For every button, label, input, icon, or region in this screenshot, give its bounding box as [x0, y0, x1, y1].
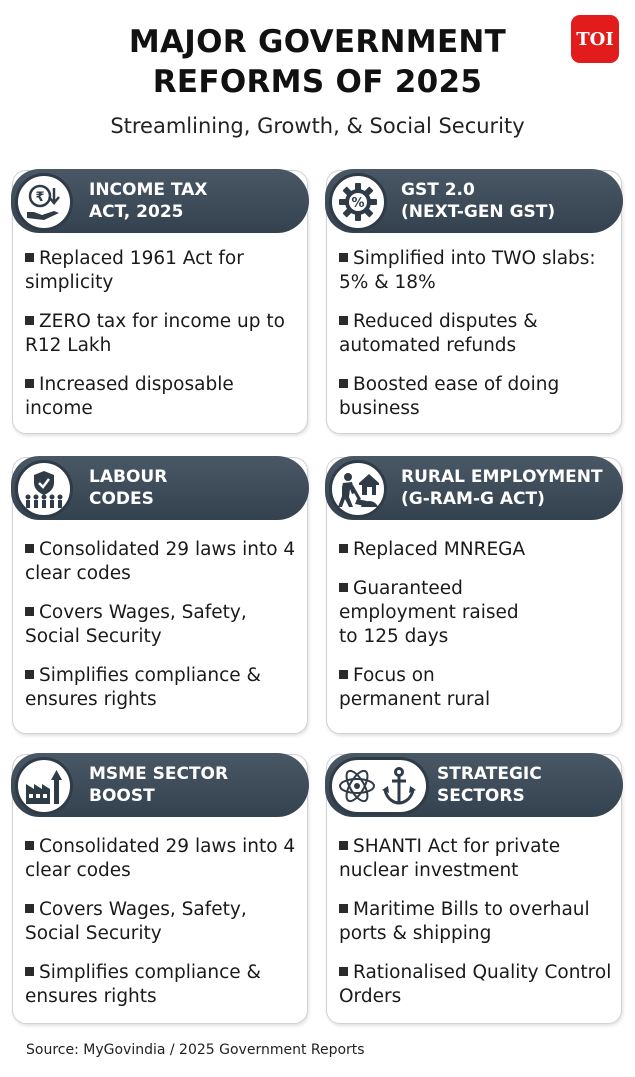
list-item [25, 538, 299, 586]
bullet-icon [25, 904, 34, 913]
list-item [339, 898, 613, 946]
bullet-icon [339, 841, 348, 850]
list-item [25, 373, 299, 421]
card-gst [326, 170, 622, 434]
card-header [11, 753, 309, 817]
page-title [0, 22, 635, 102]
shield-workers-icon [15, 460, 73, 518]
bullet-icon [339, 904, 348, 913]
card-title [401, 466, 603, 510]
page-subtitle: Streamlining, Growth, & Social Security [110, 114, 525, 138]
bullet-icon [25, 544, 34, 553]
list-item [25, 835, 299, 883]
bullet-icon [339, 670, 348, 679]
bullet-icon [339, 544, 348, 553]
card-strategic-sectors [326, 754, 622, 1024]
page-title-line1: MAJOR GOVERNMENT [128, 24, 507, 60]
list-item [25, 664, 299, 712]
atom-anchor-icon [329, 757, 429, 815]
bullet-icon [25, 607, 34, 616]
bullet-icon [339, 583, 348, 592]
rupee-hand-icon [15, 173, 73, 231]
card-labour-codes [12, 457, 308, 734]
list-item [339, 664, 529, 712]
list-item [339, 310, 613, 358]
card-title-line1: INCOME TAX [89, 180, 208, 200]
card-title [89, 466, 167, 510]
card-body [339, 835, 613, 1024]
card-title-line2: (NEXT-GEN GST) [401, 202, 556, 222]
card-header [11, 169, 309, 233]
card-header [325, 456, 623, 520]
card-title-line1: GST 2.0 [401, 180, 475, 200]
factory-growth-icon [15, 757, 73, 815]
item-text: Focus on permanent rural [339, 665, 491, 710]
item-text: Rationalised Quality Control Orders [339, 962, 612, 1007]
item-text: Consolidated 29 laws into 4 clear codes [25, 539, 296, 584]
item-text: Covers Wages, Safety, Social Security [25, 899, 247, 944]
percent-gear-icon [329, 173, 387, 231]
list-item [25, 601, 299, 649]
card-title-line1: MSME SECTOR [89, 764, 229, 784]
item-text: Maritime Bills to overhaul ports & shipping [339, 899, 590, 944]
card-income-tax [12, 170, 308, 434]
card-body [25, 835, 299, 1024]
bullet-icon [25, 316, 34, 325]
list-item [339, 538, 581, 562]
item-text: Replaced MNREGA [353, 539, 526, 560]
bullet-icon [25, 379, 34, 388]
card-title [437, 763, 542, 807]
list-item [25, 247, 299, 295]
bullet-icon [339, 967, 348, 976]
list-item [25, 310, 299, 358]
card-title-line2: (G-RAM-G ACT) [401, 489, 545, 509]
card-header [325, 753, 623, 817]
source-note: Source: MyGovindia / 2025 Government Reports [26, 1042, 365, 1058]
card-body [25, 247, 299, 436]
card-title [401, 179, 555, 223]
svg-text:%: % [351, 196, 365, 211]
page-title-line2: REFORMS OF 2025 [152, 64, 483, 100]
list-item [339, 247, 613, 295]
list-item [339, 835, 613, 883]
card-title [89, 763, 228, 807]
card-title-line2: SECTORS [437, 786, 525, 806]
rural-worker-icon [329, 460, 387, 518]
toi-logo: TOI [571, 15, 619, 63]
card-title-line1: RURAL EMPLOYMENT [401, 467, 603, 487]
item-text: Increased disposable income [25, 374, 234, 419]
item-text: Simplifies compliance & ensures rights [25, 665, 261, 710]
bullet-icon [25, 841, 34, 850]
card-title-line2: ACT, 2025 [89, 202, 184, 222]
card-rural-employment [326, 457, 622, 734]
svg-text:₹: ₹ [35, 190, 45, 205]
card-title-line2: BOOST [89, 786, 155, 806]
list-item [25, 961, 299, 1009]
item-text: Consolidated 29 laws into 4 clear codes [25, 836, 296, 881]
card-header [325, 169, 623, 233]
list-item [25, 898, 299, 946]
list-item [339, 961, 613, 1009]
card-title-line1: STRATEGIC [437, 764, 542, 784]
item-text: Reduced disputes & automated refunds [339, 311, 538, 356]
card-title [89, 179, 207, 223]
bullet-icon [339, 253, 348, 262]
item-text: ZERO tax for income up to R12 Lakh [25, 311, 285, 356]
item-text: Boosted ease of doing business [339, 374, 560, 419]
item-text: Guaranteed employment raised to 125 days [339, 578, 519, 647]
item-text: Covers Wages, Safety, Social Security [25, 602, 247, 647]
card-msme-sector [12, 754, 308, 1024]
bullet-icon [339, 316, 348, 325]
item-text: SHANTI Act for private nuclear investment [339, 836, 561, 881]
list-item [339, 373, 613, 421]
bullet-icon [25, 967, 34, 976]
bullet-icon [339, 379, 348, 388]
card-body [339, 247, 613, 436]
bullet-icon [25, 670, 34, 679]
card-title-line2: CODES [89, 489, 154, 509]
bullet-icon [25, 253, 34, 262]
list-item [339, 577, 539, 649]
item-text: Replaced 1961 Act for simplicity [25, 248, 244, 293]
item-text: Simplified into TWO slabs: 5% & 18% [339, 248, 596, 293]
card-body [25, 538, 299, 727]
card-body [339, 538, 581, 727]
card-header [11, 456, 309, 520]
card-title-line1: LABOUR [89, 467, 168, 487]
item-text: Simplifies compliance & ensures rights [25, 962, 261, 1007]
